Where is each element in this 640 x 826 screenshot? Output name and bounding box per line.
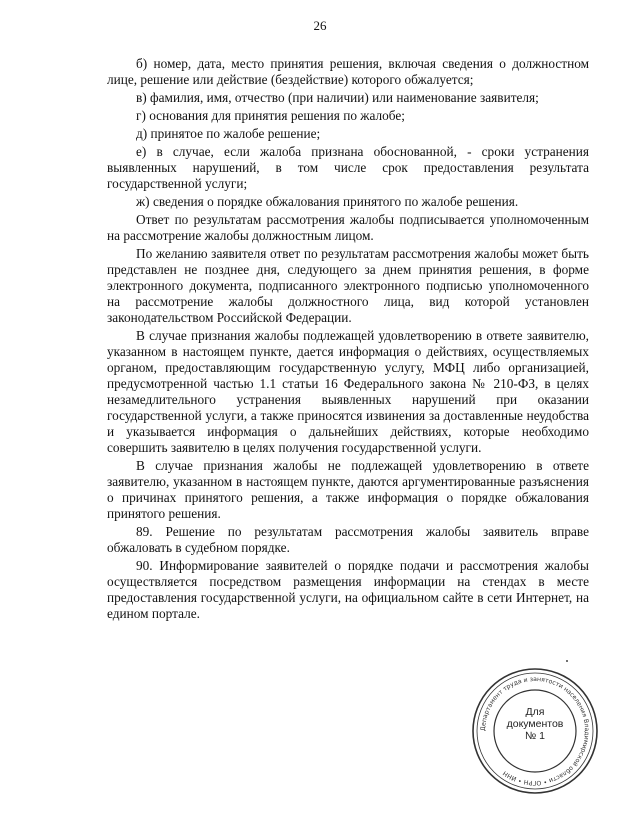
stamp-line: документов (506, 718, 564, 730)
stamp-ring-text: Департамент труда и занятости населения Владимирской области • ОГРН • ИНН (479, 675, 591, 787)
paragraph: В случае признания жалобы не подлежащей удовлетворению в ответе заявителю, указанном в настоящем пункте, даются аргументированные разъяснения о причинах принятого решения, а также информация о порядке обжалования принятого решения. (107, 458, 589, 521)
paragraph: 89. Решение по результатам рассмотрения жалобы заявитель вправе обжаловать в судебном порядке. (107, 524, 589, 555)
paragraph: г) основания для принятия решения по жалобе; (136, 108, 405, 123)
paragraph: ж) сведения о порядке обжалования принятого по жалобе решения. (136, 194, 519, 209)
paragraph: д) принятое по жалобе решение; (136, 126, 321, 141)
paragraph: Ответ по результатам рассмотрения жалобы подписывается уполномоченным на рассмотрение жалобы должностным лицом. (107, 212, 589, 243)
paragraph: б) номер, дата, место принятия решения, включая сведения о должностном лице, решение или действие (бездействие) которого обжалуется; (107, 56, 589, 87)
official-stamp (470, 666, 600, 796)
document-body (107, 56, 589, 624)
page-number: 26 (313, 18, 327, 33)
paragraph: В случае признания жалобы подлежащей удовлетворению в ответе заявителю, указанном в настоящем пункте, дается информация о действиях, осуществляемых органом, предоставляющим государственную услугу, МФЦ либо организацией, предусмотренной частью 1.1 статьи 16 Федерального закона № 210-ФЗ, в целях незамедлительного устранения выявленных нарушений при оказании государственной услуги, а также приносятся извинения за доставленные неудобства и указывается информация о дальнейших действиях, которые необходимо совершить заявителю в целях получения государственной услуги. (107, 328, 589, 455)
paragraph: в) фамилия, имя, отчество (при наличии) или наименование заявителя; (136, 90, 539, 105)
stamp-line: Для (525, 706, 545, 718)
scan-speck (566, 660, 568, 662)
stamp-line: № 1 (524, 730, 546, 742)
paragraph: По желанию заявителя ответ по результатам рассмотрения жалобы может быть представлен не позднее дня, следующего за днем принятия решения, в форме электронного документа, подписанного электронного подписью уполномоченного на рассмотрение жалобы должностного лица, вид которой установлен законодательством Российской Федерации. (107, 246, 589, 325)
paragraph: 90. Информирование заявителей о порядке подачи и рассмотрения жалобы осуществляется посредством размещения информации на стендах в месте предоставления государственной услуги, на официальном сайте в сети Интернет, на едином портале. (107, 558, 589, 621)
paragraph: е) в случае, если жалоба признана обоснованной, - сроки устранения выявленных нарушений, в том числе срок предоставления результата государственной услуги; (107, 144, 589, 191)
